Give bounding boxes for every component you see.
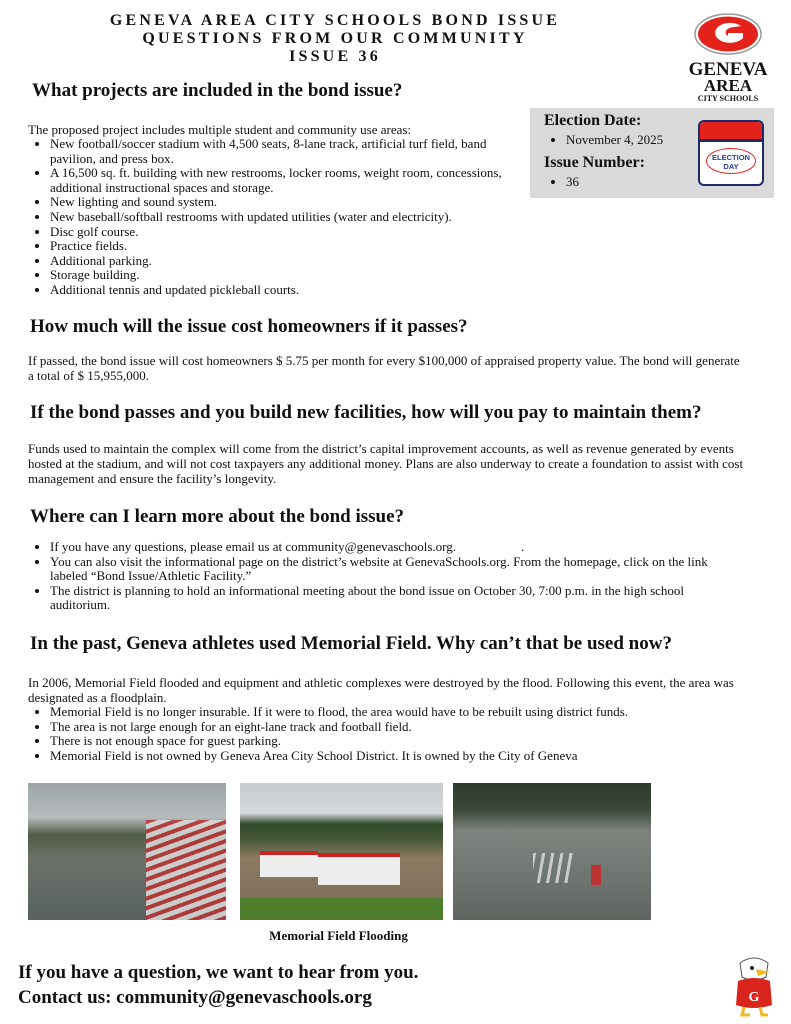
- title-line: QUESTIONS FROM OUR COMMUNITY: [142, 30, 528, 47]
- photo-caption: Memorial Field Flooding: [269, 928, 408, 943]
- election-date-label: Election Date:: [544, 112, 642, 129]
- list-item: • If you have any questions, please email us at community@genevaschools.org. .: [50, 540, 728, 555]
- flood-photo-field: [453, 783, 651, 920]
- contact-footer: [18, 960, 418, 1010]
- section-heading: If the bond passes and you build new facilities, how will you pay to maintain them?: [30, 402, 702, 423]
- list-item: • Memorial Field is no longer insurable. If it were to flood, the area would have to be rebuilt using district funds.: [50, 705, 773, 720]
- paragraph: If passed, the bond issue will cost homeowners $ 5.75 per month for every $100,000 of appraised property value. The bond will generate a total of $ 15,955,000.: [28, 353, 740, 383]
- list-item: • Additional parking.: [50, 254, 508, 269]
- svg-text:G: G: [748, 990, 760, 1005]
- issue-number: • 36: [566, 175, 663, 190]
- flood-photo-bleachers: [28, 783, 226, 920]
- list-item: • Memorial Field is not owned by Geneva Area City School District. It is owned by the City of Geneva: [50, 749, 773, 764]
- g-logo-icon: [693, 12, 763, 56]
- calendar-text: ELECTION: [712, 153, 750, 162]
- section-heading: What projects are included in the bond issue?: [32, 80, 403, 101]
- calendar-text: DAY: [723, 162, 739, 171]
- projects-section: [28, 122, 508, 298]
- list-item: • New football/soccer stadium with 4,500 seats, 8-lane track, artificial turf field, band pavilion, and press box.: [50, 137, 508, 166]
- list-item: • The district is planning to hold an informational meeting about the bond issue on October 30, 7:00 p.m. in the high school auditorium.: [50, 584, 728, 613]
- title-line: GENEVA AREA CITY SCHOOLS BOND ISSUE: [109, 12, 561, 29]
- election-info-box: [530, 108, 774, 198]
- list-item: • Practice fields.: [50, 239, 508, 254]
- list-item: • You can also visit the informational page on the district’s website at GenevaSchools.org. From the homepage, click on the link labeled “Bond Issue/Athletic Facility.”: [50, 555, 728, 584]
- section-heading: Where can I learn more about the bond issue?: [30, 506, 405, 527]
- section-heading: How much will the issue cost homeowners if it passes?: [30, 316, 468, 337]
- paragraph: In 2006, Memorial Field flooded and equipment and athletic complexes were destroyed by the flood. Following this event, the area was designated as a floodplain.: [28, 675, 734, 705]
- paragraph: Funds used to maintain the complex will come from the district’s capital improvement accounts, as well as revenue generated by events hosted at the stadium, and will not cost taxpayers any additional money. Plans are also underway to create a foundation to assist with cost management and ensure the facility’s longevity.: [28, 441, 744, 486]
- logo-sub: CITY SCHOOLS: [697, 94, 759, 103]
- calendar-icon: [698, 120, 764, 186]
- logo-sub: AREA: [703, 76, 753, 95]
- document-title: [60, 12, 610, 66]
- eagle-mascot-icon: [730, 955, 778, 1017]
- issue-number-label: Issue Number:: [544, 153, 645, 171]
- list-item: • Storage building.: [50, 268, 508, 283]
- flood-photo-dugouts: [240, 783, 443, 920]
- list-item: • Disc golf course.: [50, 225, 508, 240]
- election-date: • November 4, 2025: [566, 133, 663, 148]
- list-item: • There is not enough space for guest parking.: [50, 734, 773, 749]
- footer-line: If you have a question, we want to hear from you.: [18, 962, 419, 983]
- logo-name: GENEVA: [688, 59, 768, 80]
- list-item: • New lighting and sound system.: [50, 195, 508, 210]
- section-heading: In the past, Geneva athletes used Memorial Field. Why can’t that be used now?: [30, 633, 672, 654]
- title-line: ISSUE 36: [289, 48, 381, 65]
- list-item: • Additional tennis and updated pickleball courts.: [50, 283, 508, 298]
- paragraph: The proposed project includes multiple student and community use areas:: [28, 122, 412, 137]
- footer-contact[interactable]: Contact us: community@genevaschools.org: [18, 987, 372, 1008]
- district-logo: [672, 12, 784, 105]
- list-item: • The area is not large enough for an eight-lane track and football field.: [50, 720, 773, 735]
- list-item: • New baseball/softball restrooms with updated utilities (water and electricity).: [50, 210, 508, 225]
- list-item: • A 16,500 sq. ft. building with new restrooms, locker rooms, weight room, concessions, additional instructional spaces and storage.: [50, 166, 508, 195]
